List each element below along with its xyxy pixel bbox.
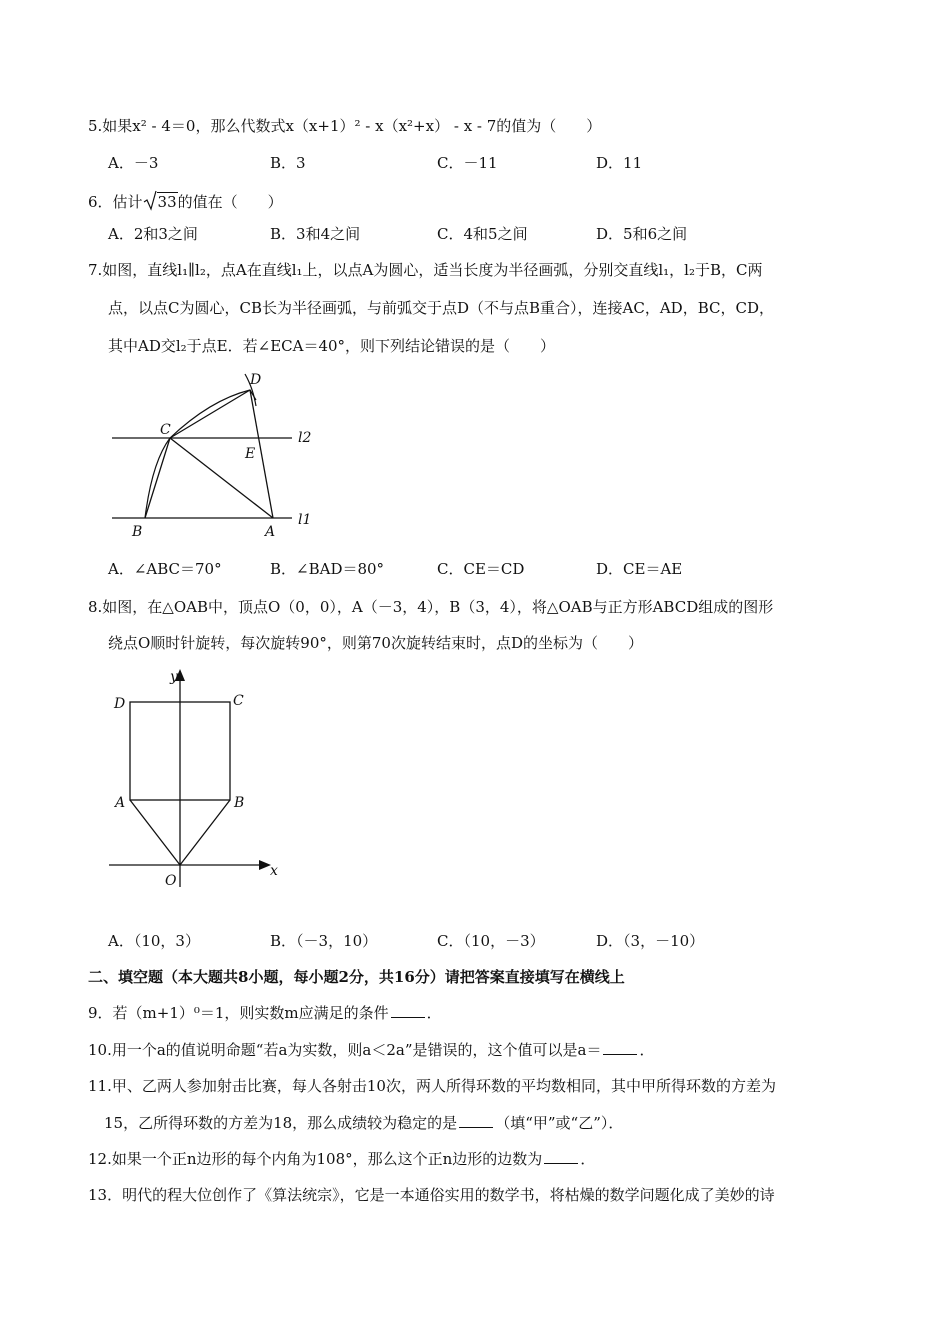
q8-option-a[interactable]: A．（10，3） — [108, 932, 200, 950]
q6-stem-suffix: 的值在（ ） — [177, 193, 283, 211]
q11-line-2 — [104, 1112, 623, 1134]
segment-ob — [180, 800, 230, 865]
q6-radicand: 33 — [157, 193, 177, 211]
label-o: O — [165, 873, 177, 889]
q8-option-b[interactable]: B．（－3，10） — [270, 932, 378, 950]
label-d: D — [250, 372, 262, 388]
q8-figure — [105, 665, 285, 895]
q9 — [88, 1002, 442, 1024]
sqrt-symbol — [143, 190, 178, 213]
q11-text-before: 15，乙所得环数的方差为18，那么成绩较为稳定的是 — [104, 1114, 458, 1132]
q10-text-after: ． — [639, 1041, 655, 1059]
q9-answer-blank[interactable] — [391, 1003, 425, 1018]
segment-oa — [130, 800, 180, 865]
q11-line-1: 11.甲、乙两人参加射击比赛，每人各射击10次，两人所得环数的平均数相同，其中甲所得环数的方差为 — [88, 1077, 776, 1095]
q7-option-c[interactable]: C．CE＝CD — [437, 560, 525, 578]
q12 — [88, 1148, 595, 1170]
q6-option-d[interactable]: D．5和6之间 — [596, 225, 688, 243]
q8-option-c[interactable]: C．（10，－3） — [437, 932, 545, 950]
q6-options — [108, 223, 908, 245]
section-2-title: 二、填空题（本大题共8小题，每小题2分，共16分）请把答案直接填写在横线上 — [88, 968, 625, 986]
q10-answer-blank[interactable] — [603, 1040, 637, 1055]
q8-line-2: 绕点O顺时针旋转，每次旋转90°，则第70次旋转结束时，点D的坐标为（ ） — [108, 634, 644, 652]
q7-line-3: 其中AD交l₂于点E．若∠ECA＝40°，则下列结论错误的是（ ） — [108, 337, 556, 355]
label-x: x — [270, 863, 278, 879]
radical-sign-icon — [143, 190, 157, 212]
q11-answer-blank[interactable] — [459, 1113, 493, 1128]
q7-option-b[interactable]: B．∠BAD＝80° — [270, 560, 385, 578]
q6-option-a[interactable]: A．2和3之间 — [108, 225, 198, 243]
q8-option-d[interactable]: D．（3，－10） — [596, 932, 705, 950]
label-y: y — [170, 669, 178, 685]
segment-ca — [170, 438, 273, 518]
label-c: C — [233, 693, 244, 709]
q6-option-c[interactable]: C．4和5之间 — [437, 225, 528, 243]
q5-options — [108, 152, 908, 174]
label-b: B — [132, 524, 143, 540]
q7-figure — [100, 362, 330, 547]
arc-centered-a — [145, 390, 256, 518]
q7-option-a[interactable]: A．∠ABC＝70° — [108, 560, 222, 578]
q10-text-before: 10.用一个a的值说明命题“若a为实数，则a＜2a”是错误的，这个值可以是a＝ — [88, 1041, 602, 1059]
q5-option-a[interactable]: A．－3 — [108, 154, 159, 172]
q6-stem-prefix: 6．估计 — [88, 193, 143, 211]
q12-text-after: ． — [580, 1150, 596, 1168]
q6-stem — [88, 190, 283, 213]
label-l2: l2 — [298, 430, 312, 446]
label-c: C — [160, 422, 171, 438]
q12-answer-blank[interactable] — [544, 1149, 578, 1164]
q5-option-c[interactable]: C．－11 — [437, 154, 498, 172]
label-a: A — [115, 795, 126, 811]
q9-text-before: 9．若（m+1）⁰＝1，则实数m应满足的条件 — [88, 1004, 389, 1022]
q12-text-before: 12.如果一个正n边形的每个内角为108°，那么这个正n边形的边数为 — [88, 1150, 543, 1168]
q11-text-after: （填“甲”或“乙”）． — [495, 1114, 624, 1132]
q7-option-d[interactable]: D．CE＝AE — [596, 560, 683, 578]
q5-option-b[interactable]: B．3 — [270, 154, 306, 172]
q6-option-b[interactable]: B．3和4之间 — [270, 225, 361, 243]
q10 — [88, 1039, 654, 1061]
q7-options — [108, 558, 908, 580]
q5-stem: 5.如果x² - 4＝0，那么代数式x（x+1）² - x（x²+x） - x - 7的值为（ ） — [88, 117, 602, 135]
q8-line-1: 8.如图，在△OAB中，顶点O（0，0），A（－3，4），B（3，4），将△OAB与正方形ABCD组成的图形 — [88, 598, 774, 616]
label-e: E — [245, 446, 256, 462]
segment-cb — [145, 438, 170, 518]
label-b: B — [234, 795, 245, 811]
q5-option-d[interactable]: D．11 — [596, 154, 643, 172]
q13-line-1: 13．明代的程大位创作了《算法统宗》，它是一本通俗实用的数学书，将枯燥的数学问题化成了美妙的诗 — [88, 1186, 775, 1204]
q8-options — [108, 930, 908, 952]
segment-cd — [170, 390, 250, 438]
q9-text-after: ． — [426, 1004, 442, 1022]
q7-line-2: 点，以点C为圆心，CB长为半径画弧，与前弧交于点D（不与点B重合），连接AC，AD，BC，CD， — [108, 299, 774, 317]
label-l1: l1 — [298, 512, 312, 528]
q7-line-1: 7.如图，直线l₁∥l₂，点A在直线l₁上，以点A为圆心，适当长度为半径画弧，分别交直线l₁，l₂于B，C两 — [88, 261, 763, 279]
label-a: A — [265, 524, 276, 540]
label-d: D — [114, 696, 126, 712]
